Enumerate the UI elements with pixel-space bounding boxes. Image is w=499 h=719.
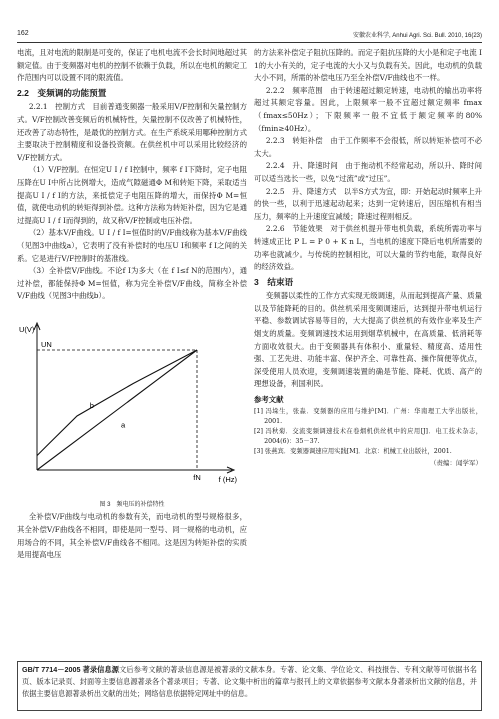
paragraph: 2.2.2 频率范围 由于转速超过额定转速，电动机的输出功率将超过其额定容量。因此，上限频率一般不宜超过额定频率 fmax（fmax≤50Hz）；下限频率一般不宜低于额定频率的80%（fmin≥40Hz）。 bbox=[254, 85, 482, 133]
references-heading: 参考文献 bbox=[254, 395, 284, 405]
journal-header: 安徽农业科学, Anhui Agri. Sci. Bull. 2010, 16(23) bbox=[352, 33, 482, 39]
page-number: 162 bbox=[17, 30, 29, 37]
series-label-b: b bbox=[89, 400, 94, 410]
notice-title: GB/T 7714－2005 著录信息源 bbox=[22, 665, 120, 674]
paragraph: 全补偿V/F曲线与电动机的参数有关，而电动机的型号规格很多，其全补偿V/F曲线各不相同，即使是同一型号、同一规格的电动机，应用场合的不同，其全补偿V/F曲线各不相同。这是因为转矩补偿的实质是用提高电压 bbox=[17, 512, 247, 560]
paragraph: 变频器以柔性的工作方式实现无级调速，从而起到提高产量、质量以及节能降耗的目的。供丝机采用变频调速后，达到提升带电机运行平稳、参数调试容易等目的，大大提高了供丝机的有效作业率及生产烟支的质量。变频调速技术运用到烟草机械中，在高质量、低消耗等方面收效很大。由于变频器具有体积小、重量轻、精度高、适用性强、工艺先进、功能丰富、保护齐全、可靠性高、操作简便等优点，深受使用人员欢迎，变频调速装置的确是节能、降耗、优质、高产的理想设备，利国利民。 bbox=[254, 291, 482, 389]
notice-text: 文后参考文献的著录信息源是被著录的文献本身。专著、论文集、学位论文、科技报告、专利文献等可依据书名页、版本记录页、封面等主要信息源著录各个著录项目；专著、论文集中析出的篇章与报刊上的文章依据参考文献本身著录析出文献的信息，并依据主要信息源著录析出文献的出处；网络信息依据特定网址中的信息。 bbox=[22, 665, 477, 698]
header-rule bbox=[17, 42, 482, 43]
paragraph: 的方法来补偿定子阻抗压降的。而定子阻抗压降的大小是和定子电流 I 1的大小有关的，定子电流的大小又与负载有关。因此，电动机的负载大小不同，所需的补偿电压乃至全补偿V/F曲线也不一样。 bbox=[254, 48, 482, 83]
paragraph: （1）V/F控制。在恒定U I / f I控制中，频率 f I下降时，定子电阻压降在U I中所占比例增大，造成气隙磁通Φ M和转矩下降，采取适当提高U I / f I的方法，来抵偿定子电阻压降的增大，而保持Φ M=恒值，就使电动机的转矩得到补偿。这种方法称为转矩补偿，因为它是通过提高U I / f I而得到的，故又称V/F控制或电压补偿。 bbox=[17, 165, 247, 225]
x-axis-label: f (Hz) bbox=[218, 474, 237, 484]
citation-notice-box bbox=[17, 661, 482, 711]
figure-vf-curve bbox=[17, 305, 247, 497]
series-line-b bbox=[37, 350, 197, 456]
editor-note: （责编：闻学军） bbox=[430, 458, 482, 467]
left-column bbox=[17, 47, 247, 562]
figure-caption: 图 3 频电压的补偿特性 bbox=[99, 501, 165, 508]
section-heading: 3 结束语 bbox=[254, 276, 294, 287]
y-axis-label: U(V) bbox=[19, 324, 35, 334]
section-heading: 2.2 变频调的功能预置 bbox=[17, 87, 107, 98]
series-line-a bbox=[37, 350, 197, 470]
paragraph: 2.2.1 控制方式 目前普通变频器一般采用V/F控制和矢量控制方式。V/F控制改善变频后的机械特性，矢量控制不仅改善了机械特性，还改善了动态特性，是最优的控制方式。在生产系统采用哪种控制方式主要取决于控制精度和设备投资额。在供丝机中可以采用比较经济的V/F控制方式。 bbox=[17, 102, 247, 162]
paragraph: （3）全补偿V/F曲线。不论f I为多大（在 f I≤f N的范围内），通过补偿，都能保持Φ M=恒值，称为完全补偿V/F曲线，简称全补偿V/F曲线（见图3中曲线b）。 bbox=[17, 266, 247, 301]
chart-svg bbox=[17, 305, 247, 485]
paragraph: （2）基本V/F曲线。U I / f I=恒值时的V/F曲线称为基本V/F曲线（见图3中曲线a），它表明了没有补偿时的电压U I和频率 f I之间的关系。它是进行V/F控制时的基准线。 bbox=[17, 228, 247, 263]
y-tick-label: UN bbox=[41, 339, 52, 349]
paragraph: 2.2.4 升、降速时间 由于拖动机不经常起动，所以升、降时间可以适当选长一些，以免“过流”或“过压”。 bbox=[254, 161, 482, 183]
paragraph: 2.2.3 转矩补偿 由于工作频率不会很低，所以转矩补偿可不必太大。 bbox=[254, 136, 482, 158]
reference-item: [1] 冯垛生，张淼．变频器的应用与维护[M]．广州：华南理工大学出版社，2001. bbox=[254, 407, 482, 425]
right-column bbox=[254, 47, 482, 469]
paragraph: 2.2.6 节能效果 对于供丝机提升带电机负载，系统所需功率与转速成正比 P L = P 0 + K n L，当电机的速度下降后电机所需要的功率也就减少。与传统的控制相比，可以大量的节约电能，取得良好的经济效益。 bbox=[254, 224, 482, 272]
paragraph: 电流，且对电流的限制是可变的，保证了电机电流不会长时间地超过其额定值。由于变频器对电机的控制不依赖于负载，所以在电机的额定工作范围内可以设置不同的限流值。 bbox=[17, 48, 247, 83]
x-tick-label: fN bbox=[193, 472, 201, 482]
reference-item: [3] 张燕宾．变频器调速应用实践[M]．北京：机械工业出版社，2001. bbox=[254, 447, 452, 455]
paragraph: 2.2.5 升、降速方式 以半S方式为宜，即：开始起动时频率上升的快一些，以利于迅速起动起来；达到一定转速后，因压缩机有相当压力，频率的上升速度宜减缓；降速过程则相反。 bbox=[254, 186, 482, 221]
reference-item: [2] 冯秋菊．交流变频调速技术在卷烟机供丝机中的应用[J]．电工技术杂志，2004(6)：35－37. bbox=[254, 427, 482, 445]
series-label-a: a bbox=[121, 420, 126, 430]
